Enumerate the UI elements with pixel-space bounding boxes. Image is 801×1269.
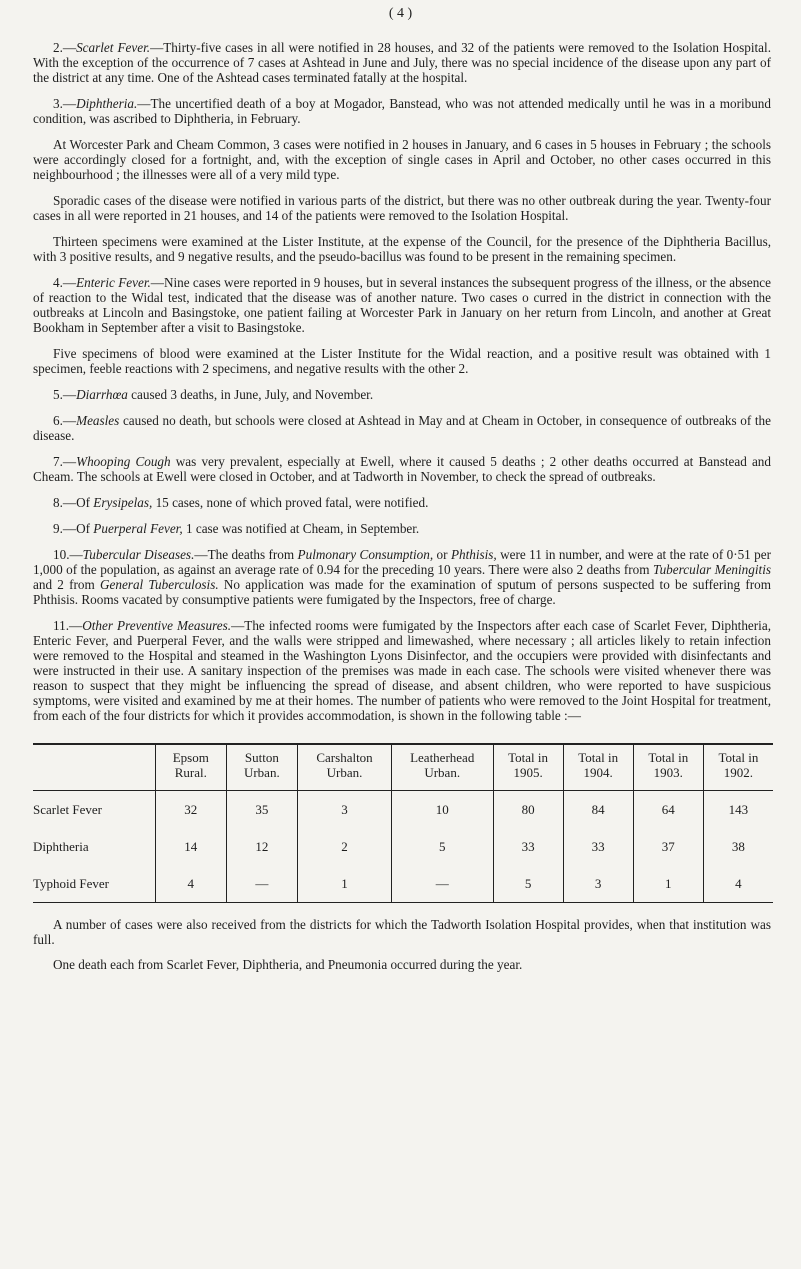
paragraph-tubercular: 10.—Tubercular Diseases.—The deaths from Pulmonary Consumption, or Phthisis, were 11 in number, and were at the rate of 0·51 per 1,000 of the population, as against an average rate of 0.94 for the preceding 10 years. There were also 2 deaths from Tubercular Meningitis and 2 from General Tuberculosis. No application was made for the examination of sputum of persons suspected to be suffering from Phthisis. Rooms vacated by consumptive patients were fumigated by the Inspectors, free of charge. [33, 547, 772, 607]
table-cell: 33 [493, 828, 563, 865]
paragraph-heading: Scarlet Fever. [76, 40, 151, 55]
paragraph-text: was very prevalent, especially at Ewell, where it caused 5 deaths ; 2 other deaths occurred at Banstead and Cheam. The schools at Ewell were closed in October, and at Tadworth in November, to check the spread of outbreaks. [33, 454, 771, 484]
paragraph-text: —The uncertified death of a boy at Mogador, Banstead, who was not attended medically until he was in a moribund condition, was ascribed to Diphtheria, in February. [33, 96, 771, 126]
column-header: Carshalton Urban. [298, 744, 392, 791]
column-header: Total in 1902. [703, 744, 773, 791]
table-cell: 2 [298, 828, 392, 865]
paragraph-measles [33, 413, 771, 443]
table-cell: 37 [633, 828, 703, 865]
paragraph-blood [33, 346, 771, 376]
column-header: Epsom Rural. [156, 744, 227, 791]
paragraph-number: 9.—Of [53, 521, 94, 536]
table-cell: 33 [563, 828, 633, 865]
paragraph-heading: Erysipelas, [93, 495, 153, 510]
paragraph-number: 5.— [53, 387, 77, 402]
table-cell: 1 [633, 865, 703, 903]
table-cell: 14 [156, 828, 227, 865]
table-cell: 3 [298, 791, 392, 829]
table-cell: — [226, 865, 298, 903]
table-cell: — [391, 865, 493, 903]
paragraph-text: Thirteen specimens were examined at the Lister Institute, at the expense of the Council, for the presence of the Diphtheria Bacillus, with 3 positive results, and 9 negative results, and the pseudo-bacillus was found to be present in the remaining specimen. [33, 234, 771, 264]
paragraph-heading: Diphtheria. [76, 96, 138, 111]
paragraph-text: 15 cases, none of which proved fatal, were notified. [152, 495, 429, 510]
paragraph-enteric [33, 275, 771, 335]
table-cell: 38 [703, 828, 773, 865]
row-label: Scarlet Fever [33, 802, 102, 817]
table-cell: 1 [298, 865, 392, 903]
table-cell: 64 [633, 791, 703, 829]
paragraph-number: 6.— [53, 413, 77, 428]
paragraph-worcester [33, 137, 771, 182]
paragraph-heading: Measles [76, 413, 120, 428]
paragraph-number: 2.— [53, 40, 77, 55]
paragraph-heading: Whooping Cough [76, 454, 171, 469]
table-cell: 3 [563, 865, 633, 903]
table-cell: 4 [703, 865, 773, 903]
table-row [33, 828, 773, 865]
table-body [33, 791, 773, 903]
table-row [33, 865, 773, 903]
table-row [33, 791, 773, 829]
paragraph-list [33, 40, 771, 536]
column-header: Leatherhead Urban. [391, 744, 493, 791]
paragraph-number: 3.— [53, 96, 77, 111]
table-cell: 10 [391, 791, 493, 829]
paragraph-specimens [33, 234, 771, 264]
table-cell: 32 [156, 791, 227, 829]
paragraph-puerperal [33, 521, 771, 536]
paragraph-text: caused no death, but schools were closed at Ashtead in May and at Cheam in October, in consequence of outbreaks of the disease. [33, 413, 771, 443]
closing-paragraph: One death each from Scarlet Fever, Diphtheria, and Pneumonia occurred during the year. [53, 957, 523, 972]
table-corner-cell [33, 744, 156, 791]
table-cell: 5 [493, 865, 563, 903]
paragraph-number: 8.—Of [53, 495, 94, 510]
row-label: Typhoid Fever [33, 865, 156, 903]
paragraph-whooping [33, 454, 771, 484]
closing-paragraph: A number of cases were also received from the districts for which the Tadworth Isolation Hospital provides, when that institution was full. [33, 917, 771, 947]
paragraph-sporadic [33, 193, 771, 223]
paragraph-text: Sporadic cases of the disease were notified in various parts of the district, but there was no other outbreak during the year. Twenty-four cases in all were reported in 21 houses, and 14 of the patients were removed to the Isolation Hospital. [33, 193, 771, 223]
paragraph-text: —Thirty-five cases in all were notified in 28 houses, and 32 of the patients were removed to the Isolation Hospital. With the exception of the occurrence of 7 cases at Ashtead in June and July, there was no special incidence of the disease upon any part of the district at any time. One of the Ashtead cases terminated fatally at the hospital. [33, 40, 771, 85]
row-label: Diphtheria [33, 839, 89, 854]
table-cell: 35 [226, 791, 298, 829]
table-cell: 84 [563, 791, 633, 829]
table-cell: 4 [156, 865, 227, 903]
paragraph-heading: Diarrhœa [76, 387, 128, 402]
table-cell: 12 [226, 828, 298, 865]
paragraph-text: Five specimens of blood were examined at the Lister Institute for the Widal reaction, and a positive result was obtained with 1 specimen, feeble reactions with 2 specimens, and negative results with the other 2. [33, 346, 771, 376]
paragraph-erysipelas [33, 495, 771, 510]
table-cell: 80 [493, 791, 563, 829]
paragraph-text: —Nine cases were reported in 9 houses, but in several instances the subsequent progress of the illness, or the absence of reaction to the Widal test, indicated that the disease was of another nature. Two cases o curred in the district in connection with the outbreaks at Lincoln and Basingstoke, one patient failing at Worcester Park in January on her return from Lincoln, and another at Great Bookham in September after a visit to Basingstoke. [33, 275, 772, 335]
paragraph-diphtheria [33, 96, 771, 126]
report-body [33, 40, 771, 982]
paragraph-text: 1 case was notified at Cheam, in September. [182, 521, 420, 536]
paragraph-text: caused 3 deaths, in June, July, and November. [127, 387, 374, 402]
column-header: Total in 1905. [493, 744, 563, 791]
paragraph-heading: Puerperal Fever, [93, 521, 183, 536]
table-cell: 5 [391, 828, 493, 865]
paragraph-diarrhoea [33, 387, 771, 402]
hospital-admissions-table [33, 743, 773, 903]
column-header: Sutton Urban. [226, 744, 298, 791]
column-header: Total in 1904. [563, 744, 633, 791]
paragraph-text: At Worcester Park and Cheam Common, 3 cases were notified in 2 houses in January, and 6 cases in 5 houses in February ; the schools were accordingly closed for a fortnight, and, with the exception of single cases in April and October, no other cases occurred in this neighbourhood ; the illnesses were all of a very mild type. [33, 137, 771, 182]
paragraph-number: 7.— [53, 454, 77, 469]
paragraph-scarlet [33, 40, 771, 85]
table-cell: 143 [703, 791, 773, 829]
paragraph-heading: Enteric Fever. [76, 275, 151, 290]
page-number: ( 4 ) [388, 6, 413, 21]
column-header: Total in 1903. [633, 744, 703, 791]
paragraph-number: 4.— [53, 275, 77, 290]
table-header-row [33, 744, 773, 791]
paragraph-preventive: 11.—Other Preventive Measures.—The infected rooms were fumigated by the Inspectors after each case of Scarlet Fever, Diphtheria, Enteric Fever, and Puerperal Fever, and the walls were stripped and limewashed, where necessary ; all articles likely to retain infection were removed to the Hospital and steamed in the Washington Lyons Disinfector, and the occupiers were provided with disinfectants and were instructed in their use. A sanitary inspection of the premises was made in each case. The schools were visited whenever there was reason to suspect that they might be influencing the spread of disease, and absent children, who were reported to have suspicious symptoms, were visited and examined by me at their homes. The number of patients who were removed to the Joint Hospital for treatment, from each of the four districts for which it provides accommodation, is shown in the following table :— [33, 618, 771, 723]
